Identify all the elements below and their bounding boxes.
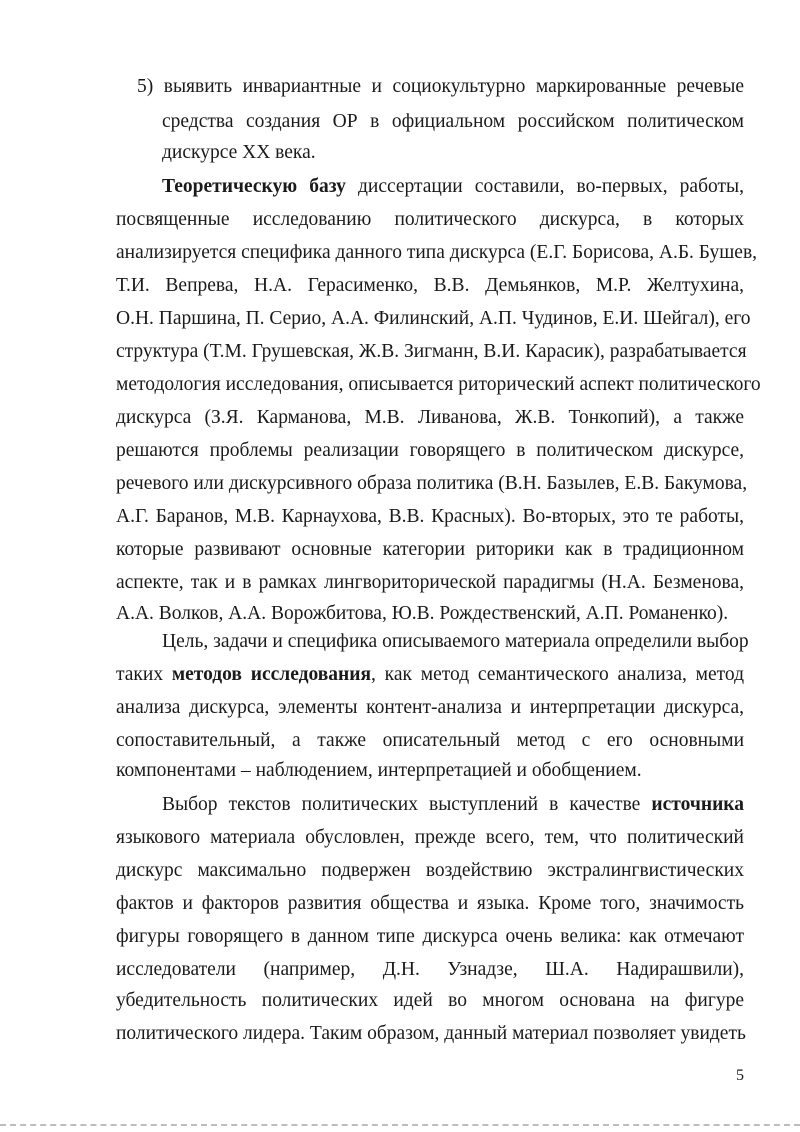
- list-item-line: дискурсе XX века.: [162, 142, 316, 163]
- paragraph-line: Цель, задачи и специфика описываемого материала определили выбор: [162, 631, 749, 652]
- paragraph-line-text: таких: [116, 664, 172, 685]
- list-item-line: средства создания ОР в официальном российском политическом: [162, 111, 744, 132]
- paragraph-line: компонентами – наблюдением, интерпретацией и обобщением.: [116, 760, 642, 781]
- scan-edge-divider: [0, 1124, 800, 1126]
- paragraph-line: Т.И. Вепрева, Н.А. Герасименко, В.В. Демьянков, М.Р. Желтухина,: [116, 275, 744, 296]
- page-number: 5: [736, 1067, 744, 1084]
- paragraph-line: фигуры говорящего в данном типе дискурса очень велика: как отмечают: [116, 926, 744, 947]
- paragraph-line: которые развивают основные категории риторики как в традиционном: [116, 539, 744, 560]
- paragraph-line-text: Выбор текстов политических выступлений в качестве: [162, 794, 652, 815]
- paragraph-line: [162, 173, 744, 201]
- paragraph-line: языкового материала обусловлен, прежде всего, тем, что политический: [116, 827, 744, 848]
- paragraph-line: А.А. Волков, А.А. Ворожбитова, Ю.В. Рождественский, А.П. Романенко).: [116, 603, 729, 624]
- paragraph-line: А.Г. Баранов, М.В. Карнаухова, В.В. Красных). Во-вторых, это те работы,: [116, 506, 744, 527]
- paragraph-line: решаются проблемы реализации говорящего в политическом дискурсе,: [116, 440, 744, 461]
- paragraph-line: фактов и факторов развития общества и языка. Кроме того, значимость: [116, 893, 744, 914]
- paragraph-line: убедительность политических идей во многом основана на фигуре: [116, 990, 744, 1011]
- paragraph-line: методология исследования, описывается риторический аспект политического: [116, 374, 761, 395]
- paragraph-line: исследователи (например, Д.Н. Узнадзе, Ш.А. Надирашвили),: [116, 959, 744, 980]
- paragraph-line: аспекте, так и в рамках лингвориторической парадигмы (Н.А. Безменова,: [116, 572, 744, 593]
- term-source: источника: [651, 794, 744, 815]
- paragraph-line: сопоставительный, а также описательный метод с его основными: [116, 730, 744, 751]
- paragraph-line: речевого или дискурсивного образа политика (В.Н. Базылев, Е.В. Бакумова,: [116, 473, 748, 494]
- paragraph-line: дискурс максимально подвержен воздействию экстралингвистических: [116, 860, 744, 881]
- paragraph-line: посвященные исследованию политического дискурса, в которых: [116, 209, 744, 230]
- list-item-line: [137, 73, 744, 101]
- paragraph-line: дискурса (З.Я. Карманова, М.В. Ливанова, Ж.В. Тонкопий), а также: [116, 407, 744, 428]
- paragraph-line: О.Н. Паршина, П. Серио, А.А. Филинский, А.П. Чудинов, Е.И. Шейгал), его: [116, 308, 751, 329]
- paragraph-line-text: , как метод семантического анализа, метод: [371, 664, 744, 685]
- term-theoretical-basis: Теоретическую базу: [162, 176, 346, 197]
- list-item-text: выявить инвариантные и социокультурно маркированные речевые: [163, 76, 744, 97]
- paragraph-line-text: диссертации составили, во-первых, работы,: [345, 176, 744, 197]
- term-research-methods: методов исследования: [171, 664, 372, 685]
- paragraph-line: анализируется специфика данного типа дискурса (Е.Г. Борисова, А.Б. Бушев,: [116, 242, 758, 263]
- paragraph-line: [116, 661, 744, 689]
- paragraph-line: структура (Т.М. Грушевская, Ж.В. Зигманн, В.И. Карасик), разрабатывается: [116, 341, 747, 362]
- paragraph-line: анализа дискурса, элементы контент-анализа и интерпретации дискурса,: [116, 697, 744, 718]
- list-item-number: 5): [137, 76, 154, 97]
- paragraph-line: политического лидера. Таким образом, данный материал позволяет увидеть: [116, 1023, 746, 1044]
- paragraph-line: [162, 791, 744, 819]
